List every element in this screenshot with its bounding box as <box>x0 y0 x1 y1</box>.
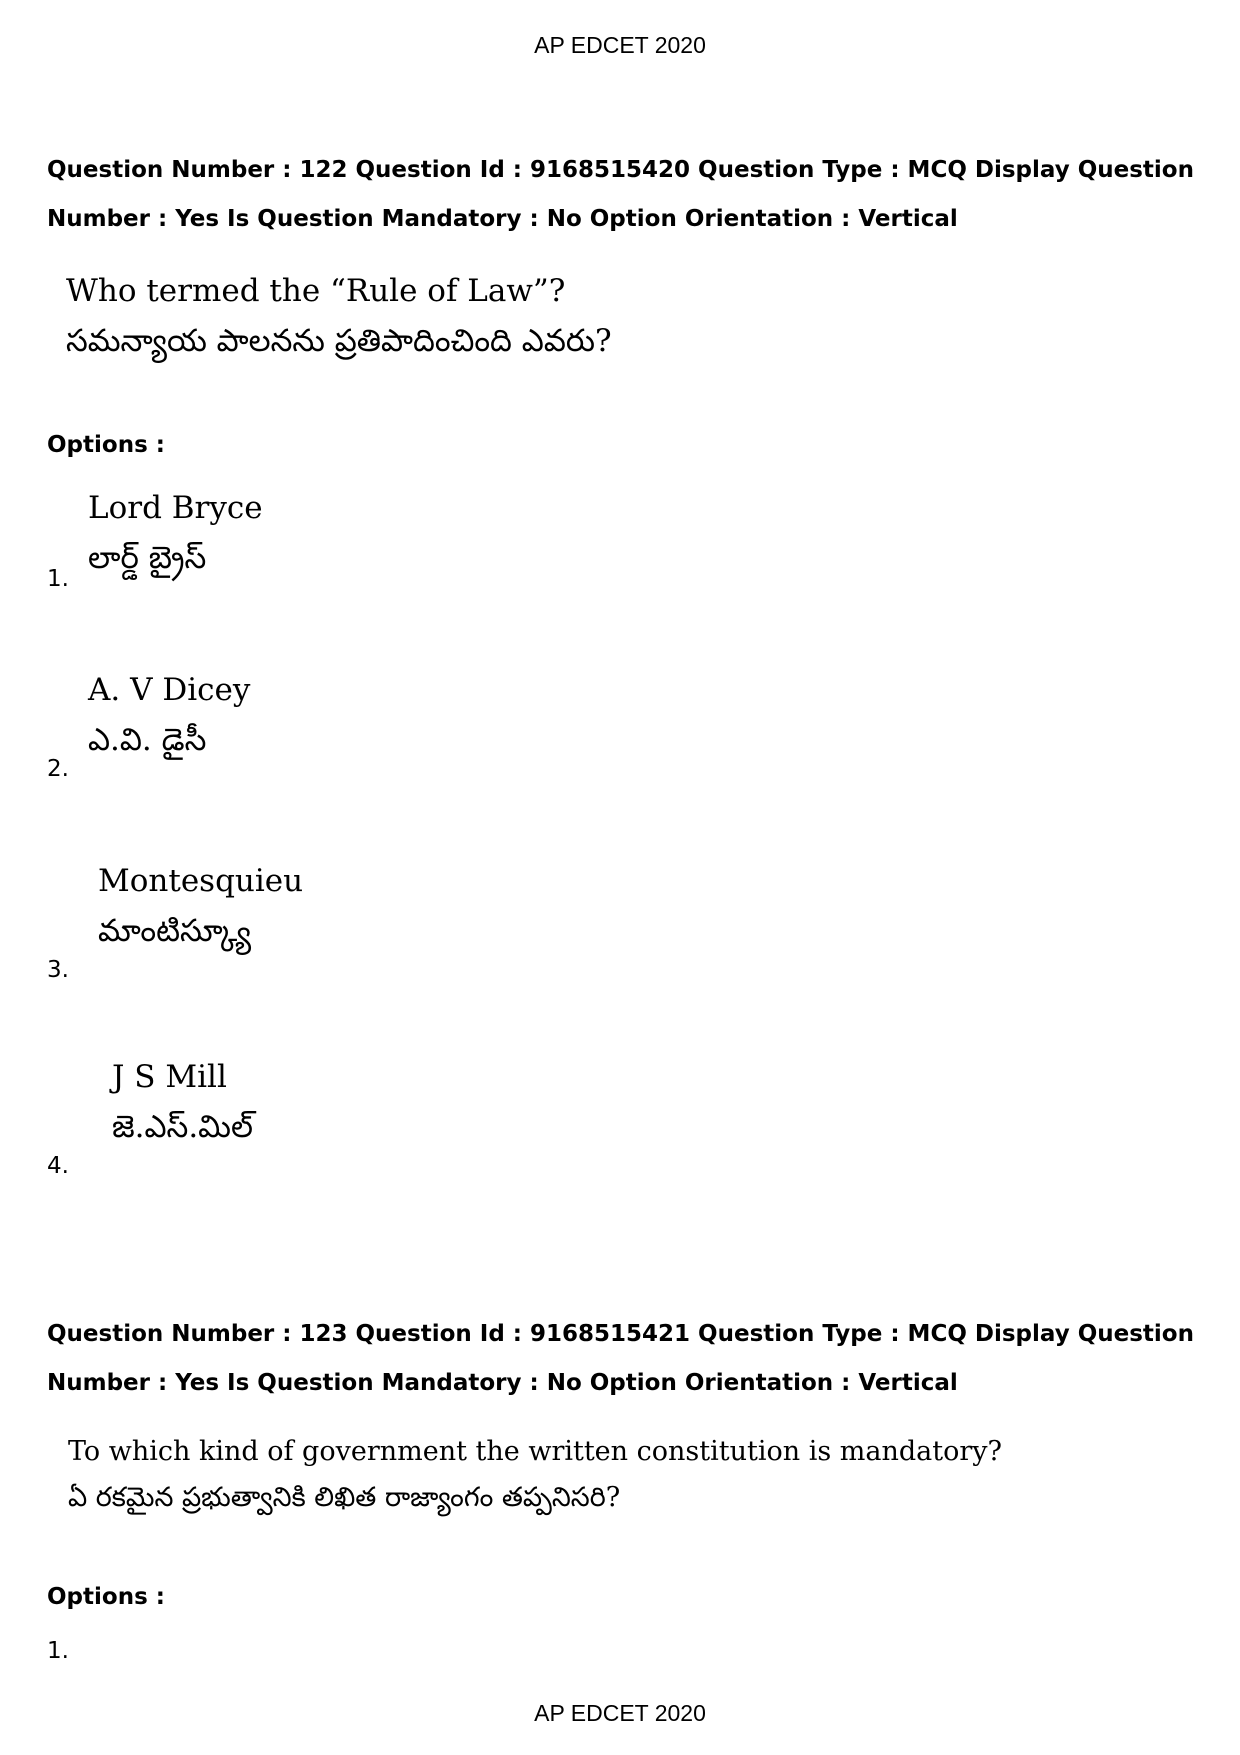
option-1-telugu: లార్డ్ బ్రైస్ <box>88 540 207 576</box>
option-3-number: 3. <box>47 957 69 983</box>
option-2-telugu: ఎ.వి. డైసీ <box>88 722 207 758</box>
option-2-text <box>88 665 250 765</box>
option-1-number: 1. <box>47 566 69 592</box>
option-4-english: J S Mill <box>112 1059 227 1095</box>
question-123-text-english: To which kind of government the written constitution is mandatory? <box>68 1436 1002 1467</box>
option-4-telugu: జె.ఎస్.మిల్ <box>112 1109 253 1145</box>
option-3-english: Montesquieu <box>98 863 304 899</box>
question-122-text-telugu: సమన్యాయ పాలనను ప్రతిపాదించింది ఎవరు? <box>66 323 612 359</box>
option-2-number: 2. <box>47 756 69 782</box>
option-1-english: Lord Bryce <box>88 490 263 526</box>
page-header: AP EDCET 2020 <box>534 32 706 58</box>
option-2-english: A. V Dicey <box>88 672 251 708</box>
option-3-telugu: మాంటిస్క్యూ <box>98 913 252 949</box>
page-footer: AP EDCET 2020 <box>534 1700 706 1726</box>
option-3-text <box>98 856 303 956</box>
question-123-meta: Question Number : 123 Question Id : 9168515421 Question Type : MCQ Display Question Number : Yes Is Question Mandatory : No Option Orientation : Vertical <box>47 1321 1194 1396</box>
question-122-text-english: Who termed the “Rule of Law”? <box>66 273 566 309</box>
question-122-meta: Question Number : 122 Question Id : 9168515420 Question Type : MCQ Display Question Number : Yes Is Question Mandatory : No Option Orientation : Vertical <box>47 157 1194 232</box>
options-label: Options : <box>47 432 165 458</box>
option-4-text <box>112 1052 253 1152</box>
option-4-number: 4. <box>47 1153 69 1179</box>
question-122-text <box>66 266 612 366</box>
question-123-text <box>68 1429 1002 1521</box>
question-123-text-telugu: ఏ రకమైన ప్రభుత్వానికి లిఖిత రాజ్యాంగం తప్పనిసరి? <box>68 1482 621 1513</box>
option-1-number: 1. <box>47 1638 69 1664</box>
option-1-text <box>88 483 263 583</box>
options-label: Options : <box>47 1584 165 1610</box>
